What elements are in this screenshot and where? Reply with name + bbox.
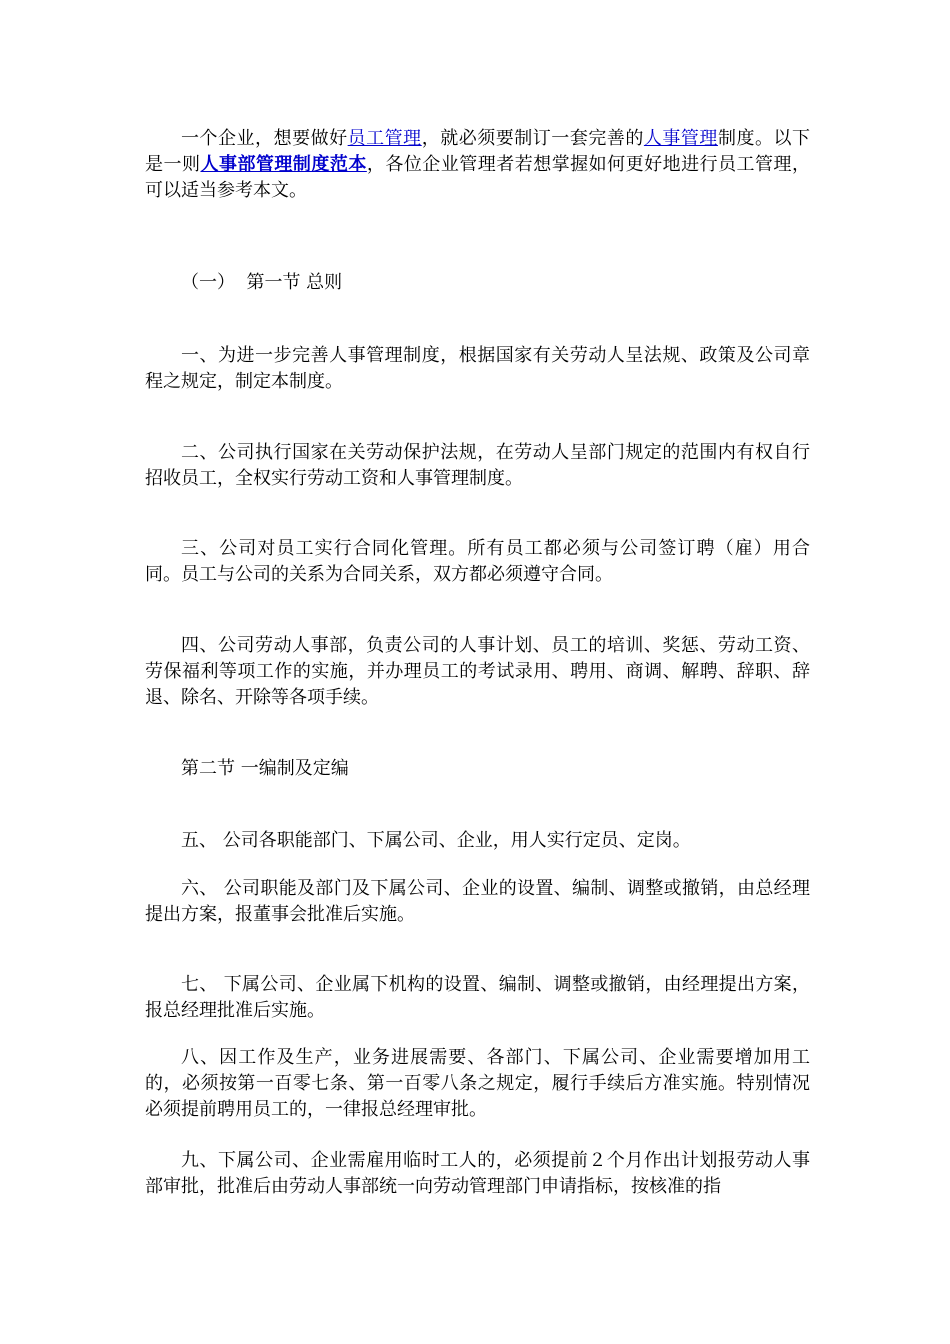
hr-policy-template-link[interactable]: 人事部管理制度范本 [200,154,367,175]
article-7: 七、 下属公司、企业属下机构的设置、编制、调整或撤销，由经理提出方案，报总经理批准后实施。 [145,974,810,1021]
section-heading-2: 第二节 一编制及定编 [181,758,349,779]
section-heading-1: （一） 第一节 总则 [181,272,343,293]
intro-text-1: 一个企业，想要做好 [181,128,348,149]
article-1: 一、为进一步完善人事管理制度，根据国家有关劳动人呈法规、政策及公司章程之规定，制定本制度。 [145,345,810,392]
article-9: 九、下属公司、企业需雇用临时工人的，必须提前２个月作出计划报劳动人事部审批，批准后由劳动人事部统一向劳动管理部门申请指标，按核准的指 [145,1150,810,1197]
intro-text-2: ，就必须要制订一套完善的 [421,128,644,149]
article-8: 八、因工作及生产，业务进展需要、各部门、下属公司、企业需要增加用工的，必须按第一百零七条、第一百零八条之规定，履行手续后方准实施。特别情况必须提前聘用员工的，一律报总经理审批。 [145,1047,810,1120]
article-2: 二、公司执行国家在关劳动保护法规，在劳动人呈部门规定的范围内有权自行招收员工，全权实行劳动工资和人事管理制度。 [145,442,810,489]
article-4: 四、公司劳动人事部，负责公司的人事计划、员工的培训、奖惩、劳动工资、劳保福利等项工作的实施，并办理员工的考试录用、聘用、商调、解聘、辞职、辞退、除名、开除等各项手续。 [145,635,810,708]
intro-text-4: ，各位企业管理者若想掌握如何更好地进行员工管理，可以适当参考本文。 [145,154,811,201]
intro-text-3: 制度。以下是一则 [145,128,811,175]
intro-paragraph [145,126,810,204]
hr-management-link[interactable]: 人事管理 [643,128,718,149]
article-6: 六、 公司职能及部门及下属公司、企业的设置、编制、调整或撤销，由总经理提出方案，报董事会批准后实施。 [145,878,810,925]
article-5: 五、 公司各职能部门、下属公司、企业，用人实行定员、定岗。 [181,830,691,851]
employee-management-link[interactable]: 员工管理 [347,128,422,149]
article-3: 三、公司对员工实行合同化管理。所有员工都必须与公司签订聘（雇）用合同。员工与公司的关系为合同关系，双方都必须遵守合同。 [145,538,810,585]
